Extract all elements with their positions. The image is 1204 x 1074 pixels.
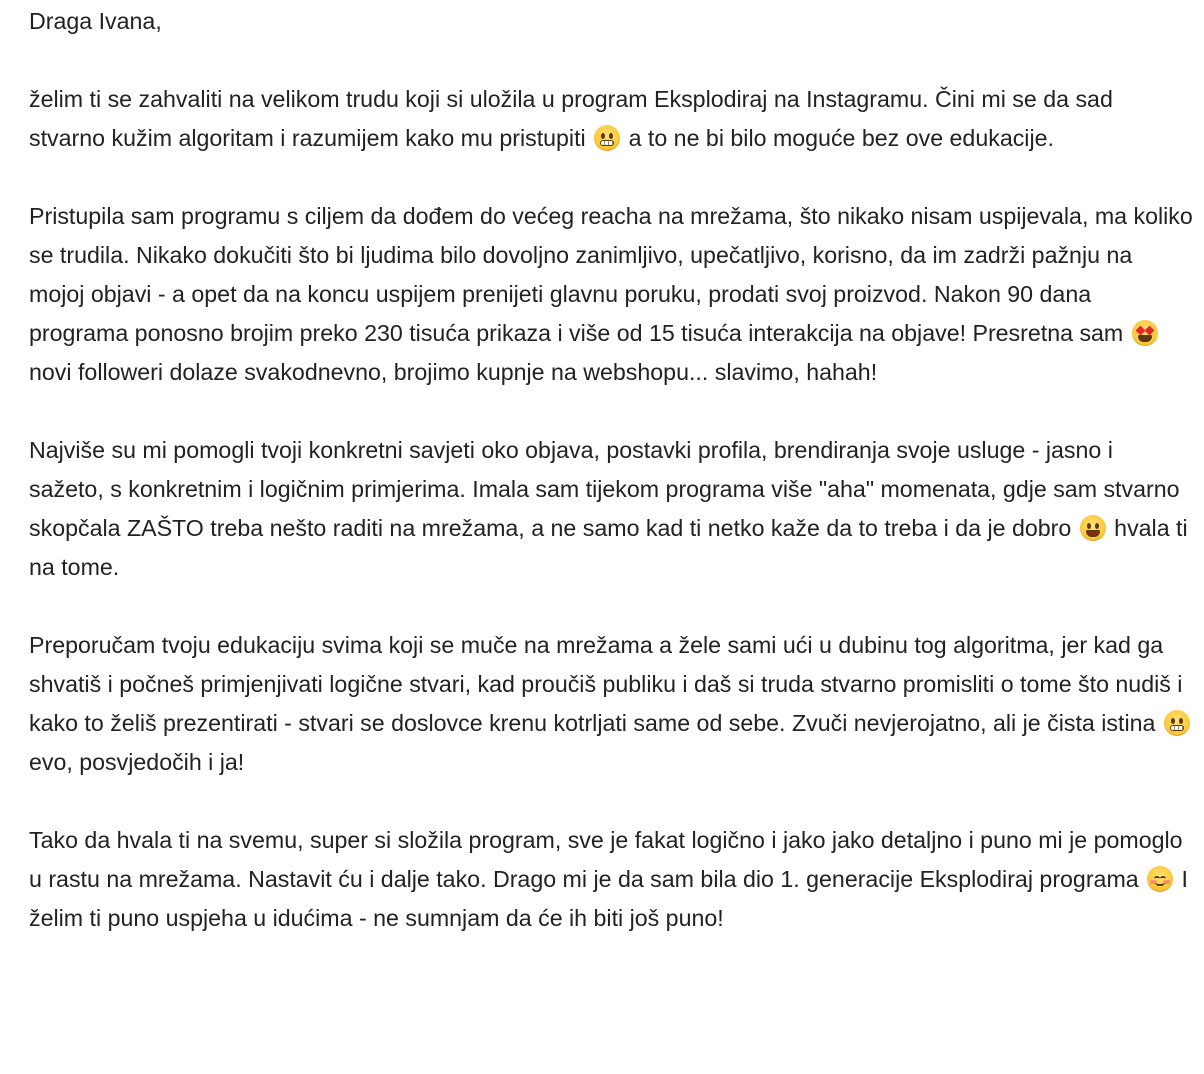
paragraph-3 (29, 431, 1194, 587)
paragraph-1-part-2: a to ne bi bilo moguće bez ove edukacije. (622, 125, 1054, 151)
grinning-face-icon (1164, 710, 1190, 736)
paragraph-3-part-1: Najviše su mi pomogli tvoji konkretni savjeti oko objava, postavki profila, brendiranja svoje usluge - jasno i sažeto, s konkretnim i logičnim primjerima. Imala sam tijekom programa više "aha" momenata, gdje sam stvarno skopčala ZAŠTO treba nešto raditi na mrežama, a ne samo kad ti netko kaže da to treba i da je dobro (29, 437, 1180, 541)
paragraph-3-part-2: hvala ti na tome. (29, 515, 1188, 580)
paragraph-1 (29, 80, 1194, 158)
smiling-face-icon (1080, 515, 1106, 541)
testimonial-letter (29, 0, 1194, 977)
paragraph-2-part-1: Pristupila sam programu s ciljem da dođem do većeg reacha na mrežama, što nikako nisam uspijevala, ma koliko se trudila. Nikako dokučiti što bi ljudima bilo dovoljno zanimljivo, upečatljivo, korisno, da im zadrži pažnju na mojoj objavi - a opet da na koncu uspijem prenijeti glavnu poruku, prodati svoj proizvod. Nakon 90 dana programa ponosno brojim preko 230 tisuća prikaza i više od 15 tisuća interakcija na objave! Presretna sam (29, 203, 1193, 346)
salutation: Draga Ivana, (29, 8, 162, 34)
paragraph-2-part-2: novi followeri dolaze svakodnevno, brojimo kupnje na webshopu... slavimo, hahah! (29, 359, 878, 385)
star-struck-icon (1132, 320, 1158, 346)
paragraph-2 (29, 197, 1194, 392)
paragraph-1-part-1: želim ti se zahvaliti na velikom trudu koji si uložila u program Eksplodiraj na Instagramu. Čini mi se da sad stvarno kužim algoritam i razumijem kako mu pristupiti (29, 86, 1113, 151)
grinning-face-icon (594, 125, 620, 151)
paragraph-4-part-1: Preporučam tvoju edukaciju svima koji se muče na mrežama a žele sami ući u dubinu tog algoritma, jer kad ga shvatiš i počneš primjenjivati logične stvari, kad proučiš publiku i daš si truda stvarno promisliti o tome što nudiš i kako to želiš prezentirati - stvari se doslovce krenu kotrljati same od sebe. Zvuči nevjerojatno, ali je čista istina (29, 632, 1183, 736)
paragraph-4-part-2: evo, posvjedočih i ja! (29, 749, 245, 775)
paragraph-5 (29, 821, 1194, 938)
paragraph-5-part-1: Tako da hvala ti na svemu, super si složila program, sve je fakat logično i jako jako detaljno i puno mi je pomoglo u rastu na mrežama. Nastavit ću i dalje tako. Drago mi je da sam bila dio 1. generacije Eksplodiraj programa (29, 827, 1183, 892)
blushing-face-icon (1147, 866, 1173, 892)
paragraph-5-part-2: I želim ti puno uspjeha u idućima - ne sumnjam da će ih biti još puno! (29, 866, 1188, 931)
paragraph-4 (29, 626, 1194, 782)
